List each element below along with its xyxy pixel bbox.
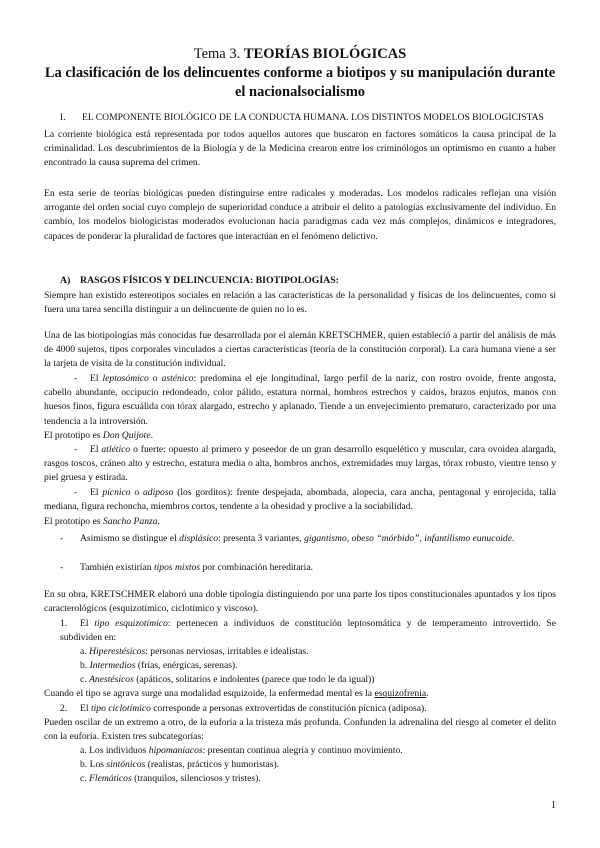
document-title: Tema 3. TEORÍAS BIOLÓGICAS — [193, 46, 407, 62]
subitem-anestesicos: c. Anestésicos (apáticos, solitarios e indolentes (parece que todo le da igual)) — [80, 674, 375, 685]
paragraph-stereotypes: Siempre han existido estereotipos sociales en relación a las características de la personalidad y físicas de los delincuentes, como si fuera una tarea sencilla distinguir a un delincuente de quien no lo es. — [44, 290, 556, 316]
paragraph-esquizofrenia: Cuando el tipo se agrava surge una modalidad esquizoide, la enfermedad mental es la esquizofrenia. — [44, 688, 429, 699]
paragraph-kretschmer-biotypology: Una de las biotipologías más conocidas fue desarrollada por el alemán KRETSCHMER, quien estableció a partir del análisis de más de 4000 sujetos, tipos corporales vinculados a ciertas características (teoría de la constitución corporal). La cara humana viene a ser la tarjeta de visita de la constitución individual. — [44, 330, 556, 370]
title-bold: TEORÍAS BIOLÓGICAS — [243, 46, 407, 62]
subitem-hiperestesicos: a. Hiperestésicos: personas nerviosas, irritables e idealistas. — [80, 646, 309, 657]
subitem-hipomaniacos: a. Los individuos hipomaníacos: presentan continua alegría y continuo movimiento. — [80, 745, 403, 756]
numbered-item-esquizotimico: 1. El tipo esquizotímico: pertenecen a individuos de constitución leptosomática y de temperamento introvertido. Se subdividen en: — [60, 618, 556, 644]
prototype-leptosomico: El prototipo es Don Quijote. — [44, 430, 153, 441]
list-item-atletico: - El atlético o fuerte: opuesto al primero y poseedor de un gran desarrollo esquelético y muscular, cara ovoidea alargada, rasgos toscos, cráneo alto y estrecho, estatura media o alta, hombros anchos, extremidades muy largas, tórax robusto, vientre tenso y piel gruesa y estirada. — [44, 444, 556, 484]
list-item-displasico: - Asimismo se distingue el displásico: presenta 3 variantes, gigantismo, obeso “mórbido”, infantilismo eunucoide. — [60, 533, 515, 544]
subitem-intermedios: b. Intermedios (frías, enérgicas, serenas). — [80, 660, 238, 671]
paragraph-biological-current: La corriente biológica está representada por todos aquellos autores que buscaron en factores somáticos la causa principal de la criminalidad. Los descubrimientos de la Biología y de la Medicina crearon entre los criminólogos un optimismo en cuanto a haber encontrado la causa suprema del crimen. — [44, 129, 556, 169]
paragraph-radical-moderate: En esta serie de teorías biológicas pueden distinguirse entre radicales y moderadas. Los modelos radicales reflejan una visión arrogante del orden social cuyo complejo de superioridad conduce a atribuir el delito a patologías exclusivamente del individuo. En cambio, los modelos biologicistas moderados evolucionan hacia paradigmas cada vez más complejos, dinámicos e integradores, capaces de ponderar la pluralidad de factores que interactúan en el fenómeno delictivo. — [44, 188, 556, 242]
section-heading-a: A) RASGOS FÍSICOS Y DELINCUENCIA: BIOTIPOLOGÍAS: — [60, 275, 339, 286]
paragraph-double-typology: En su obra, KRETSCHMER elaboró una doble tipología distinguiendo por una parte los tipos constitucionales apuntados y los tipos caracterológicos (esquizotímico, ciclotímico y viscoso). — [44, 589, 556, 615]
section-heading-1: I. EL COMPONENTE BIOLÓGICO DE LA CONDUCTA HUMANA. LOS DISTINTOS MODELOS BIOLOGICISTAS — [60, 112, 544, 123]
list-item-mixtos: - También existirían tipos mixtos por combinación hereditaria. — [60, 562, 313, 573]
subitem-flematicos: c. Flemáticos (tranquilos, silenciosos y tristes). — [80, 773, 261, 784]
numbered-item-ciclotimico: 2. El tipo ciclotímico corresponde a personas extrovertidas de constitución pícnica (adiposa). — [60, 703, 427, 714]
paragraph-ciclotimico-oscillation: Pueden oscilar de un extremo a otro, de la euforia a la tristeza más profunda. Confunden la adrenalina del riesgo al cometer el delito con la euforia. Existen tres subcategorías: — [44, 717, 556, 743]
list-item-picnico: - El pícnico o adiposo (los gorditos): frente despejada, abombada, alopecia, cara ancha, pentagonal y enrojecida, talla mediana, figura rechoncha, miembros cortos, tendente a la obesidad y proclive a la sociabilidad. — [44, 487, 556, 513]
page-number: 1 — [551, 800, 556, 811]
prototype-picnico: El prototipo es Sancho Panza. — [44, 516, 160, 527]
subitem-sintonicos: b. Los sintónicos (realistas, prácticos y humoristas). — [80, 759, 280, 770]
document-subtitle: La clasificación de los delincuentes conforme a biotipos y su manipulación durante el nacionalsocialismo — [44, 65, 556, 100]
list-item-leptosomico: - El leptosómico o asténico: predomina el eje longitudinal, largo perfil de la nariz, con rostro ovoide, frente angosta, cabello abundante, occipucio redondeado, color pálido, estatura normal, hombros estrechos y caídos, brazos enjutos, manos con huesos finos, figura escuálida con tórax alargado, estrecho y aplanado. Tiende a un envejecimiento prematuro, caracterizado por una tendencia a la introversión. — [44, 373, 556, 427]
